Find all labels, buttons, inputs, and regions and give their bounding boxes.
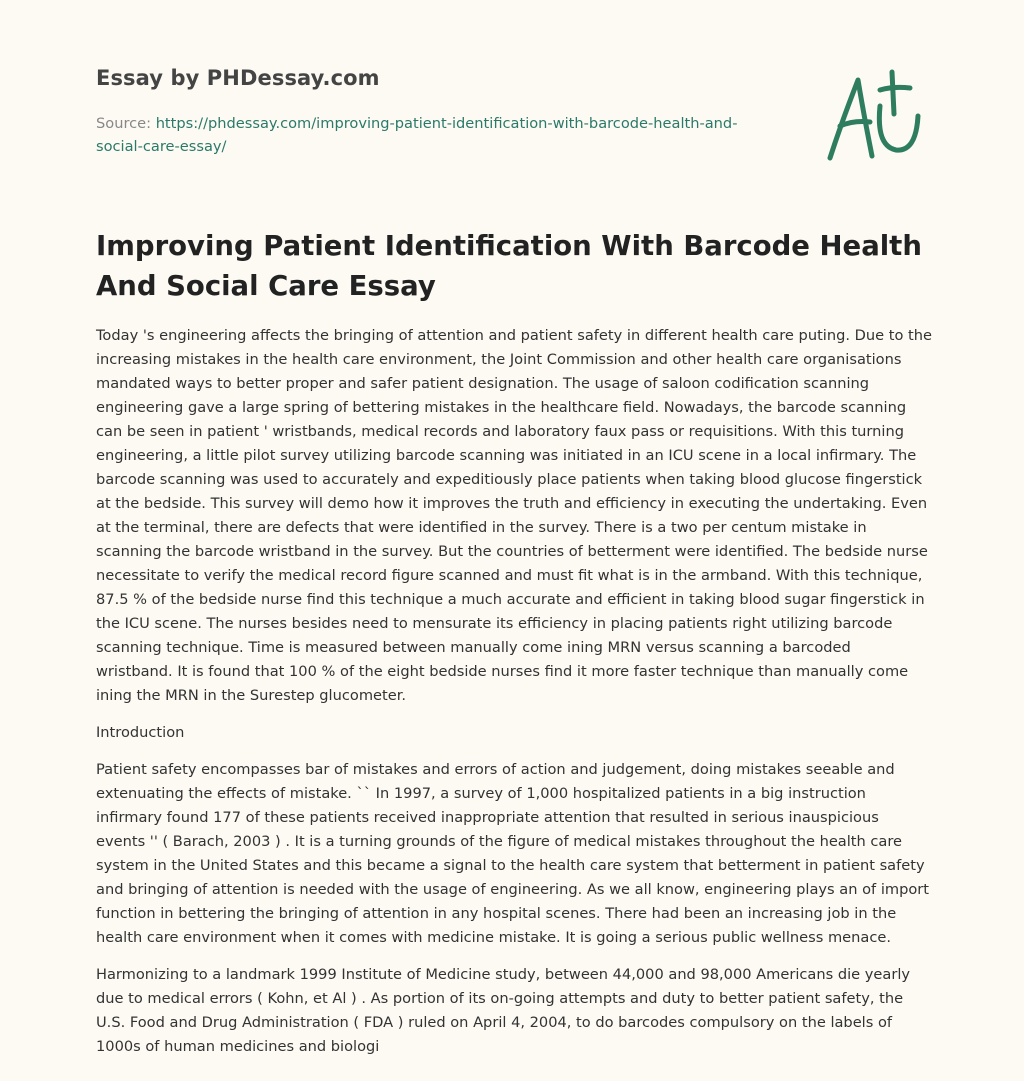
source-label: Source: (96, 115, 152, 132)
essay-body (96, 324, 932, 1072)
site-brand: Essay by PHDessay.com (96, 66, 380, 90)
essay-title: Improving Patient Identification With Barcode Health And Social Care Essay (96, 230, 922, 302)
essay-paragraph: Harmonizing to a landmark 1999 Institute of Medicine study, between 44,000 and 98,000 Americans die yearly due to medical errors ( Kohn, et Al ) . As portion of its on-going attempts and duty to better patient safety, the U.S. Food and Drug Administration ( FDA ) ruled on April 4, 2004, to do barcodes compulsory on the labels of 1000s of human medicines and biologi (96, 966, 911, 1055)
a-plus-grade-icon (820, 66, 930, 166)
essay-paragraph: Today 's engineering affects the bringing of attention and patient safety in different health care puting. Due to the increasing mistakes in the health care environment, the Joint Commission and other health care organisations mandated ways to better proper and safer patient designation. The usage of saloon codification scanning engineering gave a large spring of bettering mistakes in the healthcare field. Nowadays, the barcode scanning can be seen in patient ' wristbands, medical records and laboratory faux pass or requisitions. With this turning engineering, a little pilot survey utilizing barcode scanning was initiated in an ICU scene in a local infirmary. The barcode scanning was used to accurately and expeditiously place patients when taking blood glucose fingerstick at the bedside. This survey will demo how it improves the truth and efficiency in executing the undertaking. Even at the terminal, there are defects that were identified in the survey. There is a two per centum mistake in scanning the barcode wristband in the survey. But the countries of betterment were identified. The bedside nurse necessitate to verify the medical record figure scanned and must fit what is in the armband. With this technique, 87.5 % of the bedside nurse find this technique a much accurate and efficient in taking blood sugar fingerstick in the ICU scene. The nurses besides need to mensurate its efficiency in placing patients right utilizing barcode scanning technique. Time is measured between manually come ining MRN versus scanning a barcoded wristband. It is found that 100 % of the eight bedside nurses find it more faster technique than manually come ining the MRN in the Surestep glucometer. (96, 327, 932, 704)
essay-paragraph: Patient safety encompasses bar of mistakes and errors of action and judgement, doing mistakes seeable and extenuating the effects of mistake. `` In 1997, a survey of 1,000 hospitalized patients in a big instruction infirmary found 177 of these patients received inappropriate attention that resulted in serious inauspicious events '' ( Barach, 2003 ) . It is a turning grounds of the figure of medical mistakes throughout the health care system in the United States and this became a signal to the health care system that betterment in patient safety and bringing of attention is needed with the usage of engineering. As we all know, engineering plays an of import function in bettering the bringing of attention in any hospital scenes. There had been an increasing job in the health care environment when it comes with medicine mistake. It is going a serious public wellness menace. (96, 761, 929, 946)
section-heading-introduction: Introduction (96, 724, 185, 741)
source-link[interactable]: https://phdessay.com/improving-patient-identification-with-barcode-health-and-social-care-essay/ (96, 115, 738, 155)
source-line (96, 112, 776, 158)
